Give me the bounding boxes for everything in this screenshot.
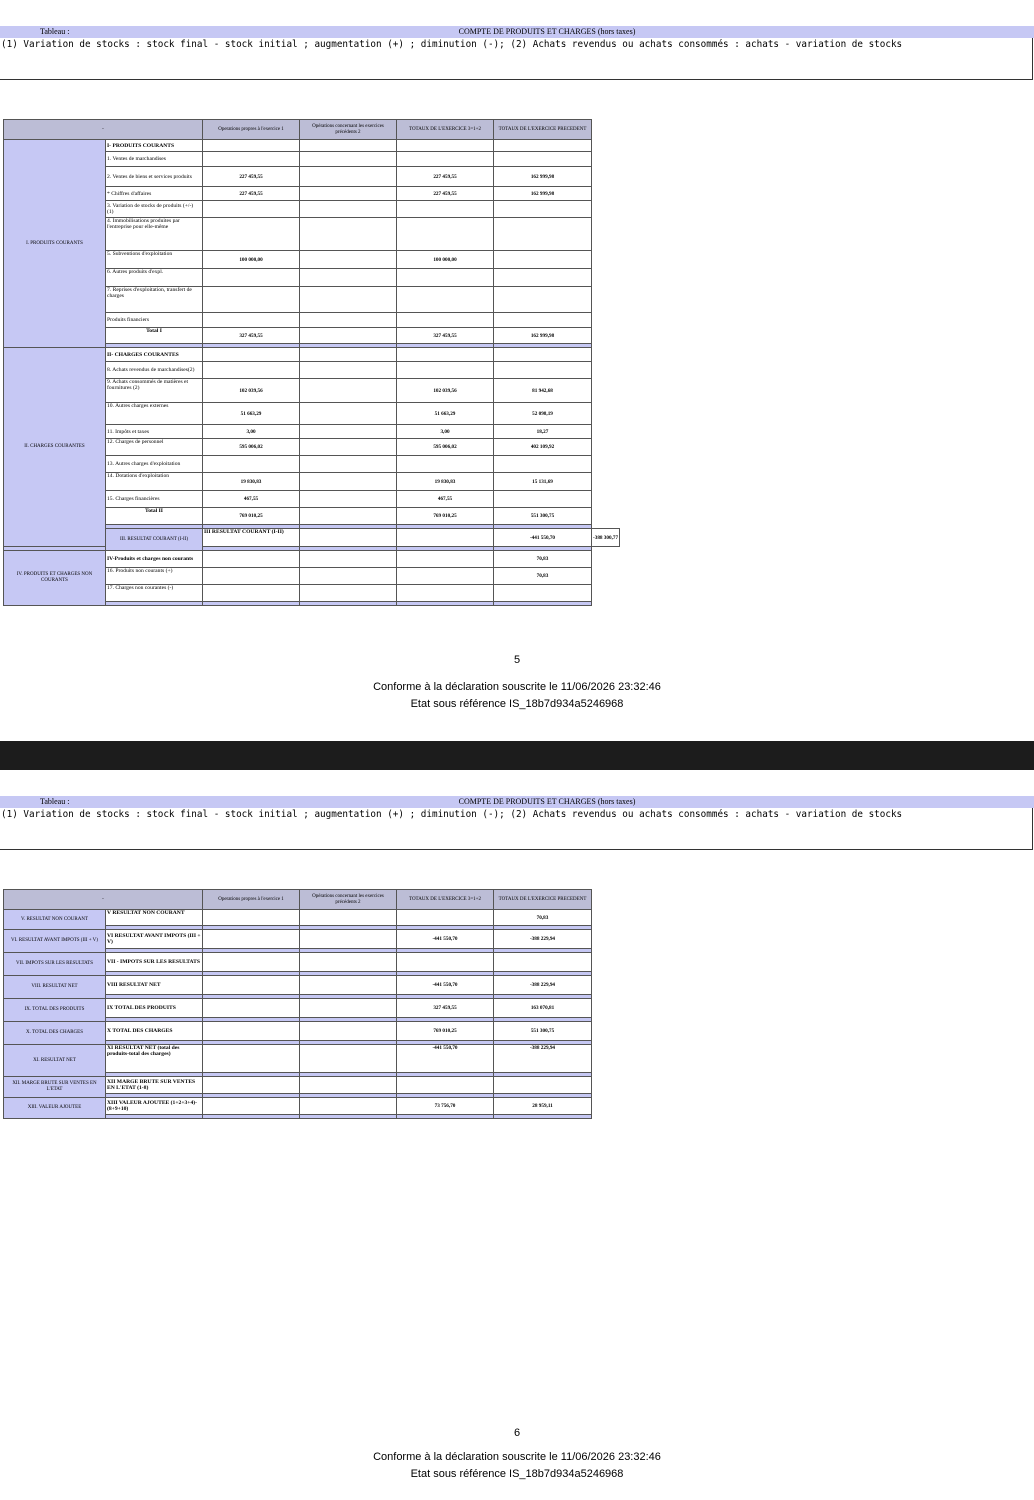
table-header (4, 890, 592, 910)
cell: 769 010,25 (203, 508, 300, 525)
cell: 28 959,11 (494, 1098, 592, 1115)
cell (300, 551, 397, 568)
header-col2: Opérations concernant les exercices précédents 2 (300, 890, 397, 910)
row-label: III RESULTAT COURANT (I-II) (203, 529, 300, 547)
cell (300, 218, 397, 251)
cell: 3,00 (203, 425, 300, 439)
row-label: XIII VALEUR AJOUTEE (1+2+3+4)-(8+9+10) (106, 1098, 203, 1115)
cell (203, 1022, 300, 1041)
cell (203, 201, 300, 218)
cell (203, 456, 300, 473)
cell: -441 550,70 (494, 529, 592, 547)
cell: 163 070,81 (494, 999, 592, 1018)
row-label: 9. Achats consommés de matières et fournitures (2) (106, 379, 203, 403)
note-text: (1) Variation de stocks : stock final - stock initial ; augmentation (+) ; diminution (-); (2) Achats revendus ou achats consommés : achats - variation de stocks (0, 808, 1033, 850)
cell (300, 187, 397, 201)
cell: 227 459,55 (397, 187, 494, 201)
row-label: IX TOTAL DES PRODUITS (106, 999, 203, 1018)
row-label: 10. Autres charges externes (106, 403, 203, 425)
cell: 162 999,98 (494, 167, 592, 187)
cell (203, 585, 300, 602)
page-6 (0, 770, 1034, 1500)
cell (300, 1098, 397, 1115)
row-label: 1. Ventes de marchandises (106, 152, 203, 167)
cell (203, 976, 300, 995)
row-label: II- CHARGES COURANTES (106, 348, 203, 362)
compte-produits-charges-table (3, 119, 620, 606)
cell (203, 152, 300, 167)
table-row (4, 910, 592, 926)
group-label: VIII. RESULTAT NET (4, 976, 106, 999)
cell (397, 910, 494, 926)
conforme-text: Conforme à la déclaration souscrite le 11/06/2026 23:32:46 (373, 1451, 661, 1463)
cell (300, 362, 397, 379)
cell: 73 756,70 (397, 1098, 494, 1115)
cell: 102 039,56 (397, 379, 494, 403)
row-label: IV-Produits et charges non courants (106, 551, 203, 568)
row-label: X TOTAL DES CHARGES (106, 1022, 203, 1041)
tableau-label: Tableau : (40, 797, 70, 806)
cell: 100 000,00 (397, 251, 494, 269)
table-row (4, 1045, 592, 1073)
table-title: COMPTE DE PRODUITS ET CHARGES (hors taxes) (458, 27, 636, 36)
table-row (4, 953, 592, 972)
cell (397, 348, 494, 362)
table-row (4, 976, 592, 995)
cell (300, 348, 397, 362)
row-label: VI RESULTAT AVANT IMPOTS (III + V) (106, 930, 203, 949)
cell: -388 229,94 (494, 1045, 592, 1073)
cell: 162 999,98 (494, 328, 592, 344)
group-label: X. TOTAL DES CHARGES (4, 1022, 106, 1045)
cell (494, 491, 592, 508)
table-row (4, 999, 592, 1018)
cell: 227 459,55 (203, 187, 300, 201)
group-charges-courantes: II. CHARGES COURANTES (4, 348, 106, 547)
compte-produits-charges-table-suite (3, 889, 592, 1119)
cell (494, 201, 592, 218)
cell (203, 269, 300, 287)
group-label: VI. RESULTAT AVANT IMPOTS (III + V) (4, 930, 106, 953)
cell (203, 910, 300, 926)
table-row (4, 1022, 592, 1041)
cell: 102 039,56 (203, 379, 300, 403)
cell (397, 551, 494, 568)
cell (494, 362, 592, 379)
cell (300, 999, 397, 1018)
header-col4: TOTAUX DE L'EXERCICE PRECEDENT (494, 120, 592, 140)
cell: 70,83 (494, 910, 592, 926)
cell (300, 251, 397, 269)
header-col3: TOTAUX DE L'EXERCICE 3=1+2 (397, 890, 494, 910)
cell (397, 585, 494, 602)
header-dash: - (4, 890, 203, 910)
header-dash: - (4, 120, 203, 140)
cell: -441 550,70 (397, 930, 494, 949)
cell (300, 425, 397, 439)
cell: 327 459,55 (397, 328, 494, 344)
cell (300, 585, 397, 602)
cell (203, 140, 300, 152)
row-label: 8. Achats revendus de marchandises(2) (106, 362, 203, 379)
row-label: VIII RESULTAT NET (106, 976, 203, 995)
cell (300, 287, 397, 313)
group-produits-courants: I. PRODUITS COURANTS (4, 140, 106, 348)
cell: 19 830,83 (203, 473, 300, 491)
cell (300, 529, 397, 547)
row-label: 7. Reprises d'exploitation, transfert de charges (106, 287, 203, 313)
cell: 70,83 (494, 568, 592, 585)
cell (494, 140, 592, 152)
cell (300, 167, 397, 187)
page-number: 5 (513, 654, 521, 666)
cell (300, 976, 397, 995)
cell (300, 1077, 397, 1094)
cell (300, 1045, 397, 1073)
row-label: 2. Ventes de biens et services produits (106, 167, 203, 187)
cell (300, 439, 397, 456)
cell (203, 1098, 300, 1115)
cell (397, 287, 494, 313)
header-col1: Operations propres à l'exercice 1 (203, 890, 300, 910)
cell (494, 251, 592, 269)
header-col3: TOTAUX DE L'EXERCICE 3=1+2 (397, 120, 494, 140)
cell: -388 229,94 (494, 930, 592, 949)
cell (397, 568, 494, 585)
cell: 327 459,55 (203, 328, 300, 344)
cell (494, 269, 592, 287)
cell (397, 362, 494, 379)
group-label: XI. RESULTAT NET (4, 1045, 106, 1077)
table-row (4, 1077, 592, 1094)
row-label: 14. Dotations d'exploitation (106, 473, 203, 491)
cell (203, 313, 300, 328)
group-label: XIII. VALEUR AJOUTEE (4, 1098, 106, 1119)
cell (397, 1077, 494, 1094)
row-label: 4. Immobilisations produites par l'entreprise pour elle-même (106, 218, 203, 251)
header-col4: TOTAUX DE L'EXERCICE PRECEDENT (494, 890, 592, 910)
cell (397, 529, 494, 547)
cell (203, 287, 300, 313)
cell (300, 473, 397, 491)
cell: 81 942,68 (494, 379, 592, 403)
cell: 402 109,92 (494, 439, 592, 456)
cell: 70,83 (494, 551, 592, 568)
cell: 100 000,00 (203, 251, 300, 269)
cell (397, 140, 494, 152)
cell: 51 663,29 (203, 403, 300, 425)
header-col1: Operations propres à l'exercice 1 (203, 120, 300, 140)
cell: 467,55 (397, 491, 494, 508)
row-label: Total II (106, 508, 203, 525)
table-title: COMPTE DE PRODUITS ET CHARGES (hors taxes) (458, 797, 636, 806)
row-label: V RESULTAT NON COURANT (106, 910, 203, 926)
cell (203, 568, 300, 585)
cell: 162 999,98 (494, 187, 592, 201)
page-number: 6 (513, 1427, 521, 1439)
title-bar (0, 26, 1034, 38)
cell (203, 953, 300, 972)
cell: 551 300,75 (494, 1022, 592, 1041)
cell (397, 201, 494, 218)
cell (494, 218, 592, 251)
group-non-courants: IV. PRODUITS ET CHARGES NON COURANTS (4, 551, 106, 606)
cell (300, 953, 397, 972)
cell: 227 459,55 (203, 167, 300, 187)
cell (203, 1077, 300, 1094)
cell (494, 953, 592, 972)
cell (300, 568, 397, 585)
cell (397, 313, 494, 328)
cell (397, 218, 494, 251)
cell (300, 1022, 397, 1041)
cell (300, 152, 397, 167)
cell (300, 456, 397, 473)
cell: 327 459,55 (397, 999, 494, 1018)
cell: 769 010,25 (397, 508, 494, 525)
cell (397, 953, 494, 972)
cell (397, 152, 494, 167)
conforme-text: Conforme à la déclaration souscrite le 11/06/2026 23:32:46 (373, 681, 661, 693)
cell (494, 456, 592, 473)
cell (397, 456, 494, 473)
row-label: I- PRODUITS COURANTS (106, 140, 203, 152)
cell: 769 010,25 (397, 1022, 494, 1041)
cell (300, 379, 397, 403)
cell: 19 830,83 (397, 473, 494, 491)
cell (494, 287, 592, 313)
row-label: 5. Subventions d'exploitation (106, 251, 203, 269)
table-row (4, 551, 620, 568)
row-label: 11. Impôts et taxes (106, 425, 203, 439)
row-label: 13. Autres charges d'exploitation (106, 456, 203, 473)
title-bar (0, 796, 1034, 808)
cell (494, 585, 592, 602)
cell (300, 403, 397, 425)
cell (203, 218, 300, 251)
page-separator (0, 741, 1034, 770)
table-row (4, 348, 620, 362)
cell: -441 550,70 (397, 1045, 494, 1073)
row-label: 16. Produits non courants (+) (106, 568, 203, 585)
reference-text: Etat sous référence IS_18b7d934a5246968 (410, 698, 624, 710)
cell (494, 152, 592, 167)
group-resultat-courant: III. RESULTAT COURANT (I-II) (106, 529, 203, 551)
cell (300, 328, 397, 344)
cell: 595 006,02 (203, 439, 300, 456)
row-label: 17. Charges non courantes (-) (106, 585, 203, 602)
row-label: VII - IMPOTS SUR LES RESULTATS (106, 953, 203, 972)
cell: 15 131,69 (494, 473, 592, 491)
cell (494, 313, 592, 328)
row-label: 3. Variation de stocks de produits (+/-) (1) (106, 201, 203, 218)
cell (203, 930, 300, 949)
cell: 467,55 (203, 491, 300, 508)
cell (300, 508, 397, 525)
cell (203, 999, 300, 1018)
cell (300, 313, 397, 328)
cell (300, 140, 397, 152)
cell (397, 269, 494, 287)
row-label: XII MARGE BRUTE SUR VENTES EN L'ETAT (1-8) (106, 1077, 203, 1094)
table-row (4, 140, 620, 152)
cell (494, 1077, 592, 1094)
table-header (4, 120, 620, 140)
cell (300, 201, 397, 218)
cell: 227 459,55 (397, 167, 494, 187)
header-col2: Opérations concernant les exercices précédents 2 (300, 120, 397, 140)
row-label: Produits financiers (106, 313, 203, 328)
page-5 (0, 0, 1034, 740)
cell (203, 551, 300, 568)
group-label: VII. IMPOTS SUR LES RESULTATS (4, 953, 106, 976)
cell: -388 300,77 (592, 529, 620, 547)
row-label: * Chiffres d'affaires (106, 187, 203, 201)
cell: 595 006,02 (397, 439, 494, 456)
cell: 52 098,19 (494, 403, 592, 425)
cell (494, 348, 592, 362)
table-row (4, 1098, 592, 1115)
cell (203, 348, 300, 362)
group-label: IX. TOTAL DES PRODUITS (4, 999, 106, 1022)
cell: 18,27 (494, 425, 592, 439)
row-label: 6. Autres produits d'expl. (106, 269, 203, 287)
group-label: V. RESULTAT NON COURANT (4, 910, 106, 930)
cell (300, 269, 397, 287)
cell: 3,00 (397, 425, 494, 439)
group-label: XII. MARGE BRUTE SUR VENTES EN L'ETAT (4, 1077, 106, 1098)
note-text: (1) Variation de stocks : stock final - stock initial ; augmentation (+) ; diminution (-); (2) Achats revendus ou achats consommés : achats - variation de stocks (0, 38, 1033, 80)
cell: 551 300,75 (494, 508, 592, 525)
cell: -388 229,94 (494, 976, 592, 995)
cell: 51 663,29 (397, 403, 494, 425)
table-row (4, 930, 592, 949)
cell (203, 362, 300, 379)
tableau-label: Tableau : (40, 27, 70, 36)
row-label: 15. Charges financières (106, 491, 203, 508)
cell (300, 910, 397, 926)
cell (300, 491, 397, 508)
row-label: XI RESULTAT NET (total des produits-total des charges) (106, 1045, 203, 1073)
cell: -441 550,70 (397, 976, 494, 995)
row-label: 12. Charges de personnel (106, 439, 203, 456)
row-label: Total I (106, 328, 203, 344)
cell (300, 930, 397, 949)
cell (203, 1045, 300, 1073)
reference-text: Etat sous référence IS_18b7d934a5246968 (410, 1468, 624, 1480)
